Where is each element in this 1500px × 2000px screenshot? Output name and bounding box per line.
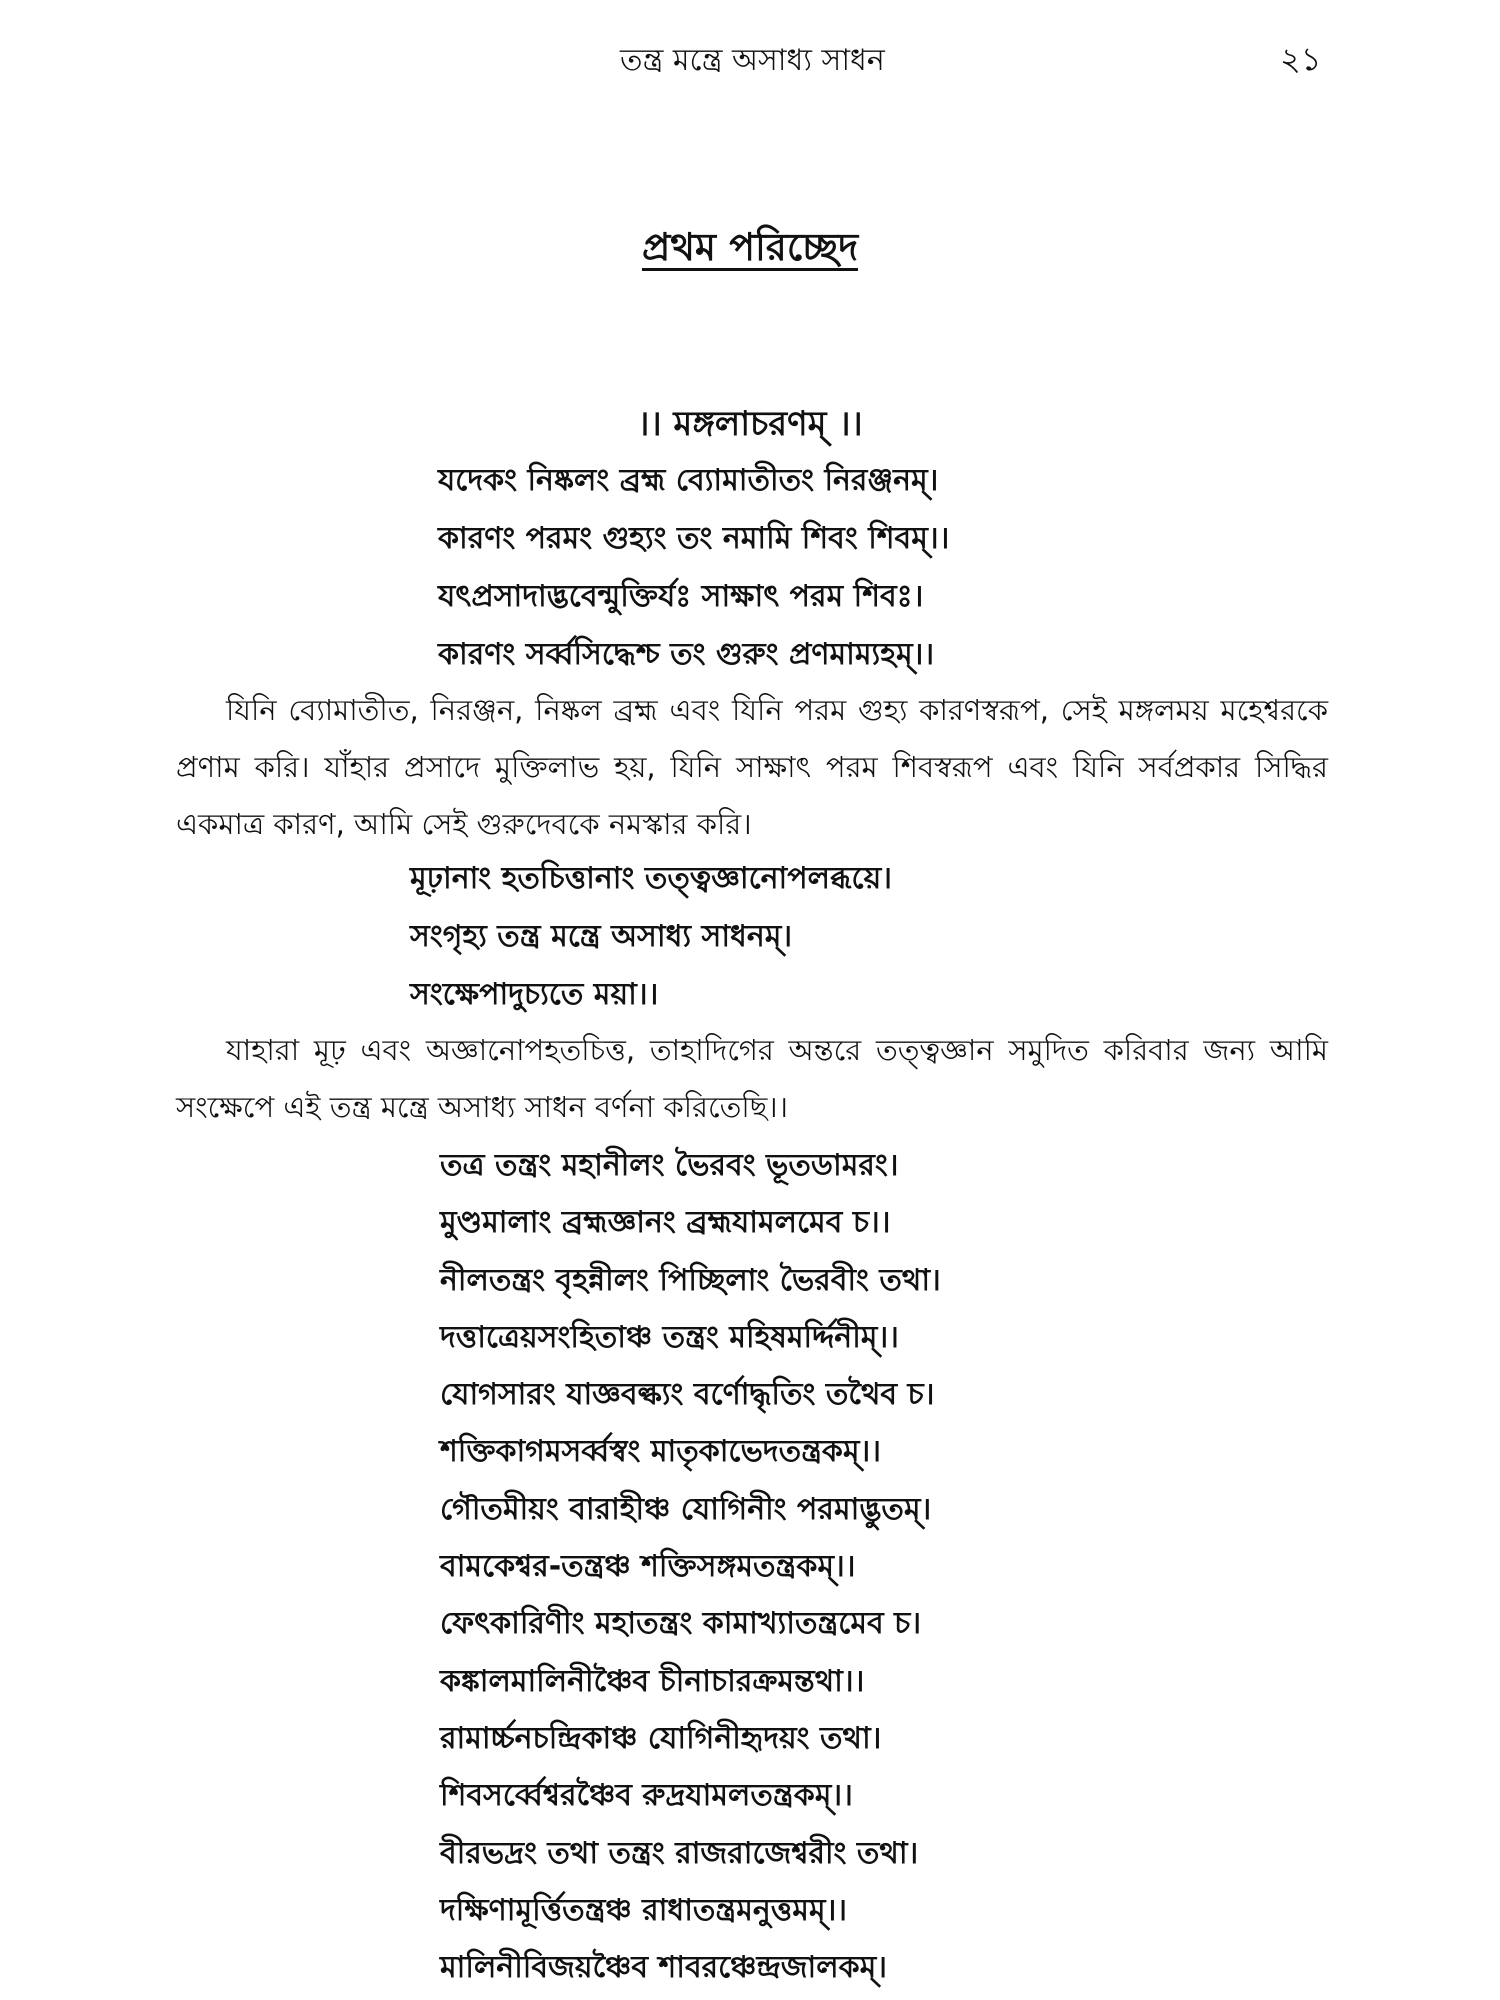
verse-line: মূঢ়ানাং হতচিত্তানাং তত্ত্বজ্ঞানোপলব্ধয়ে।: [410, 861, 892, 896]
verse-line: দত্তাত্রেয়সংহিতাঞ্চ তন্ত্রং মহিষমর্দ্দিনীম্।।: [440, 1319, 899, 1355]
verse-line: মালিনীবিজয়ঞ্চৈব শাবরঞ্চেন্দ্রজালকম্।: [440, 1950, 887, 1986]
verse-line: মুণ্ডমালাং ব্রহ্মজ্ঞানং ব্রহ্মযামলমেব চ।।: [440, 1205, 891, 1241]
verse-line: বীরভদ্রং তথা তন্ত্রং রাজরাজেশ্বরীং তথা।: [440, 1835, 919, 1871]
verse-line: যৎপ্রসাদাদ্ভবেন্মুক্তির্যঃ সাক্ষাৎ পরম শিবঃ।: [438, 579, 924, 614]
verse-line: কঙ্কালমালিনীঞ্চৈব চীনাচারক্রমন্তথা।।: [440, 1663, 865, 1699]
page-number: ২১: [1280, 40, 1322, 78]
tantra-list-verse: [440, 1137, 941, 1996]
verse-line: শক্তিকাগমসর্ব্বস্বং মাতৃকাভেদতন্ত্রকম্।।: [440, 1434, 882, 1470]
verse-line: শিবসর্ব্বেশ্বরঞ্চৈব রুদ্রযামলতন্ত্রকম্।।: [440, 1778, 853, 1814]
verse-line: রামার্চ্চনচন্দ্রিকাঞ্চ যোগিনীহৃদয়ং তথা।: [440, 1720, 882, 1756]
verse-line: বামকেশ্বর-তন্ত্রঞ্চ শক্তিসঙ্গমতন্ত্রকম্।।: [440, 1549, 856, 1585]
chapter-title: [0, 218, 1500, 282]
verse-line: সংগৃহ্য তন্ত্র মন্ত্রে অসাধ্য সাধনম্।: [410, 919, 793, 954]
purpose-verse: [410, 850, 892, 1024]
verse-line: কারণং সর্ব্বসিদ্ধেশ্চ তং গুরুং প্রণমাম্যহম্।।: [438, 637, 935, 672]
invocation-translation: যিনি ব্যোমাতীত, নিরঞ্জন, নিষ্কল ব্রহ্ম এবং যিনি পরম গুহ্য কারণস্বরূপ, সেই মঙ্গলময় মহেশ্বরকে প্রণাম করি। যাঁহার প্রসাদে মুক্তিলাভ হয়, যিনি সাক্ষাৎ পরম শিবস্বরূপ এবং যিনি সর্বপ্রকার সিদ্ধির একমাত্র কারণ, আমি সেই গুরুদেবকে নমস্কার করি।: [176, 693, 1328, 841]
chapter-title-text: প্রথম পরিচ্ছেদ: [641, 225, 859, 269]
verse-line: ফেৎকারিণীং মহাতন্ত্রং কামাখ্যাতন্ত্রমেব চ।: [440, 1606, 922, 1642]
verse-line: গৌতমীয়ং বারাহীঞ্চ যোগিনীং পরমাদ্ভুতম্।: [440, 1491, 932, 1527]
verse-line: যোগসারং যাজ্ঞবল্ক্যং বর্ণোদ্ধৃতিং তথৈব চ।: [440, 1377, 935, 1413]
verse-line: তত্র তন্ত্রং মহানীলং ভৈরবং ভূতডামরং।: [440, 1148, 899, 1183]
running-header: [0, 28, 1500, 78]
verse-line: যদেকং নিষ্কলং ব্রহ্ম ব্যোমাতীতং নিরঞ্জনম্।: [438, 463, 939, 498]
verse-line: কারণং পরমং গুহ্যং তং নমামি শিবং শিবম্।।: [438, 521, 950, 556]
verse-line: সংক্ষেপাদুচ্যতে ময়া।।: [410, 977, 659, 1012]
invocation-verse: [438, 452, 949, 684]
running-header-title: তন্ত্র মন্ত্রে অসাধ্য সাধন: [620, 43, 885, 78]
verse-line: নীলতন্ত্রং বৃহন্নীলং পিচ্ছিলাং ভৈরবীং তথা।: [440, 1262, 941, 1298]
verse-line: দক্ষিণামূর্ত্তিতন্ত্রঞ্চ রাধাতন্ত্রমনুত্তমম্।।: [440, 1892, 848, 1928]
invocation-heading: ।। মঙ্গলাচরণম্ ।।: [637, 404, 863, 444]
purpose-translation: যাহারা মূঢ় এবং অজ্ঞানোপহতচিত্ত, তাহাদিগের অন্তরে তত্ত্বজ্ঞান সমুদিত করিবার জন্য আমি সংক্ষেপে এই তন্ত্র মন্ত্রে অসাধ্য সাধন বর্ণনা করিতেছি।।: [176, 1033, 1328, 1124]
